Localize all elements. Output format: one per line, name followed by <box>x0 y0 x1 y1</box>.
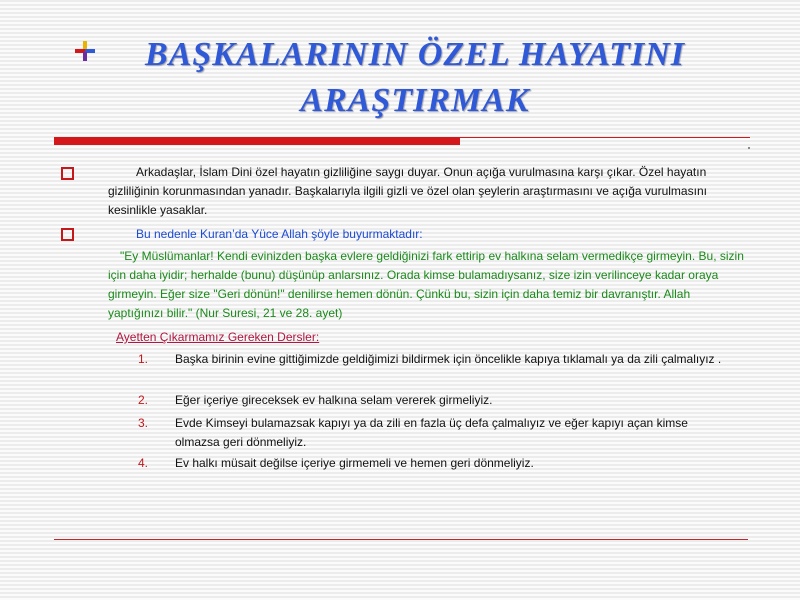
list-item: Eğer içeriye gireceksek ev halkına selam vererek girmeliyiz. <box>175 393 493 407</box>
list-item: Evde Kimseyi bulamazsak kapıyı ya da zili en fazla üç defa çalmalıyız ve eğer kapıyı açan kimse olmazsa geri dönmeliyiz. <box>175 416 688 449</box>
list-item: Başka birinin evine gittiğimizde geldiğimizi bildirmek için öncelikle kapıya tıklamalı ya da zili çalmalıyız . <box>175 352 722 366</box>
square-bullet-icon <box>61 167 74 180</box>
ayah-quote: "Ey Müslümanlar! Kendi evinizden başka evlere geldiğinizi fark ettirip ev halkına selam vermedikçe girmeyin. Bu, sizin için daha iyidir; herhalde (bunu) düşünüp anlarsınız. Orada kimse bulamadıysanız, size izin verilinceye kadar oraya girmeyin. Eğer size "Geri dönün!" denilirse hemen dönün. Çünkü bu, sizin için daha temiz bir davranıştır. Allah yaptığınızı bilir." (Nur Suresi, 21 ve 28. ayet) <box>108 249 744 320</box>
quran-intro <box>108 225 738 244</box>
list-number: 2. <box>137 393 148 407</box>
title-underline-thick <box>54 137 460 145</box>
footer-divider <box>54 539 748 540</box>
quran-intro-text: Bu nedenle Kuran’da Yüce Allah şöyle buyurmaktadır: <box>136 227 423 241</box>
list-number: 3. <box>137 416 148 430</box>
paragraph-privacy <box>108 163 738 220</box>
lessons-heading: Ayetten Çıkarmamız Gereken Dersler: <box>116 330 320 344</box>
square-bullet-icon <box>61 228 74 241</box>
title-line-2: ARAŞTIRMAK <box>300 82 530 119</box>
divider-dot <box>748 147 750 149</box>
title-underline-thin <box>460 137 750 138</box>
slide-title <box>60 32 770 124</box>
list-item: Ev halkı müsait değilse içeriye girmemeli ve hemen geri dönmeliyiz. <box>175 456 534 470</box>
list-number: 4. <box>137 456 148 470</box>
list-number: 1. <box>137 352 148 366</box>
paragraph-privacy-text: Arkadaşlar, İslam Dini özel hayatın gizliliğine saygı duyar. Onun açığa vurulmasına karşı çıkar. Özel hayatın gizliliğinin korunmasından yanadır. Başkalarıyla ilgili gizli ve özel olan şeylerin araştırmasını ve açığa vurulmasını kesinlikle yasaklar. <box>108 165 707 217</box>
title-line-1: BAŞKALARININ ÖZEL HAYATINI <box>145 36 685 73</box>
